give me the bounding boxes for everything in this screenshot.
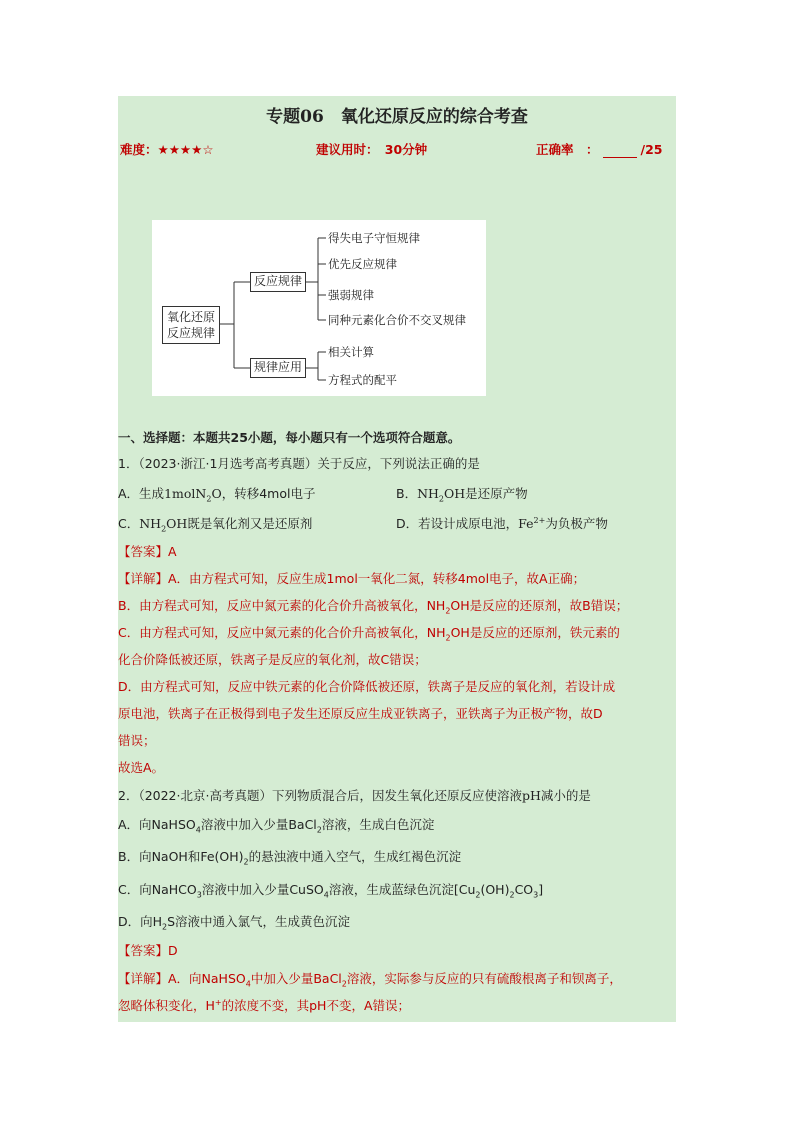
accuracy-text: 正确率 ： [536, 142, 599, 157]
difficulty-label: 难度：★★★★☆ [120, 142, 214, 157]
q1-explanation-c-cont: 化合价降低被还原，铁离子是反应的氧化剂，故C错误； [118, 652, 427, 667]
q1-explanation-a: 【详解】A．由方程式可知，反应生成1mol一氧化二氮，转移4mol电子，故A正确； [118, 571, 586, 586]
diagram-root-node [162, 306, 220, 344]
q1-conclusion: 故选A。 [118, 760, 165, 775]
q2-explanation-a-cont: 忽略体积变化，H+的浓度不变，其pH不变，A错误； [118, 997, 410, 1013]
q1-option-d[interactable]: D．若设计成原电池，$Fe^{2+}$为负极产物 [396, 515, 608, 531]
q2-stem: 2．（2022·北京·高考真题）下列物质混合后，因发生氧化还原反应使溶液pH减小的是 [118, 788, 591, 803]
q1-options-row1 [118, 484, 676, 504]
diagram-leaf-calculation: 相关计算 [328, 345, 374, 359]
q1-explanation-d-cont: 原电池，铁离子在正极得到电子发生还原反应生成亚铁离子，亚铁离子为正极产物，故D [118, 706, 603, 721]
diagram-leaf-strength: 强弱规律 [328, 288, 374, 302]
accuracy-label [536, 140, 662, 158]
q1-option-c[interactable]: C．$NH_2OH$既是氧化剂又是还原剂 [118, 516, 313, 534]
diagram-root-line2: 反应规律 [166, 326, 215, 340]
q2-answer: 【答案】D [118, 943, 178, 958]
q2-option-c[interactable]: C．向NaHCO$_3$溶液中加入少量CuSO$_4$溶液，生成蓝绿色沉淀$[Cu_2(OH)_2CO_3]$ [118, 882, 544, 900]
diagram-branch-rule-application: 规律应用 [250, 358, 306, 378]
q2-option-b[interactable]: B．向NaOH和$Fe(OH)_2$的悬浊液中通入空气，生成红褐色沉淀 [118, 849, 462, 867]
q1-explanation-b: B．由方程式可知，反应中氮元素的化合价升高被氧化，$NH_2OH$是反应的还原剂，故B错误； [118, 598, 629, 616]
diagram-leaf-electron-conservation: 得失电子守恒规律 [328, 231, 420, 245]
diagram-leaf-priority: 优先反应规律 [328, 257, 397, 271]
q2-option-d[interactable]: D．向$H_2S$溶液中通入氯气，生成黄色沉淀 [118, 914, 351, 932]
diagram-leaf-no-crossing: 同种元素化合价不交叉规律 [328, 313, 466, 327]
q1-explanation-d: D．由方程式可知，反应中铁元素的化合价降低被还原，铁离子是反应的氧化剂，若设计成 [118, 679, 616, 694]
q2-explanation-a: 【详解】A．向NaHSO$_4$中加入少量BaCl$_2$溶液，实际参与反应的只有硫酸根离子和钡离子， [118, 971, 622, 989]
q2-option-a[interactable]: A．向NaHSO$_4$溶液中加入少量BaCl$_2$溶液，生成白色沉淀 [118, 817, 435, 835]
diagram-branch-reaction-rules: 反应规律 [250, 272, 306, 292]
accuracy-blank[interactable] [603, 145, 637, 158]
q1-option-b[interactable]: B．$NH_2OH$是还原产物 [396, 486, 528, 504]
q1-explanation-d-end: 错误； [118, 733, 156, 748]
accuracy-total: /25 [640, 142, 663, 157]
q1-stem: 1．（2023·浙江·1月选考高考真题）关于反应，下列说法正确的是 [118, 456, 480, 471]
diagram-root-line1: 氧化还原 [166, 310, 215, 324]
diagram-leaf-balancing: 方程式的配平 [328, 373, 397, 387]
document-page [118, 96, 676, 1022]
section-heading: 一、选择题：本题共25小题，每小题只有一个选项符合题意。 [118, 430, 461, 445]
q1-answer: 【答案】A [118, 544, 177, 559]
q1-options-row2 [118, 514, 676, 534]
concept-diagram [152, 220, 486, 396]
q1-option-a[interactable]: A．生成1molN$_2$O，转移4mol电子 [118, 486, 316, 504]
q1-explanation-c: C．由方程式可知，反应中氮元素的化合价升高被氧化，$NH_2OH$是反应的还原剂，铁元素的 [118, 625, 620, 643]
page-title: 专题06 氧化还原反应的综合考查 [266, 107, 528, 127]
suggested-time-label: 建议用时： 30分钟 [316, 142, 428, 157]
